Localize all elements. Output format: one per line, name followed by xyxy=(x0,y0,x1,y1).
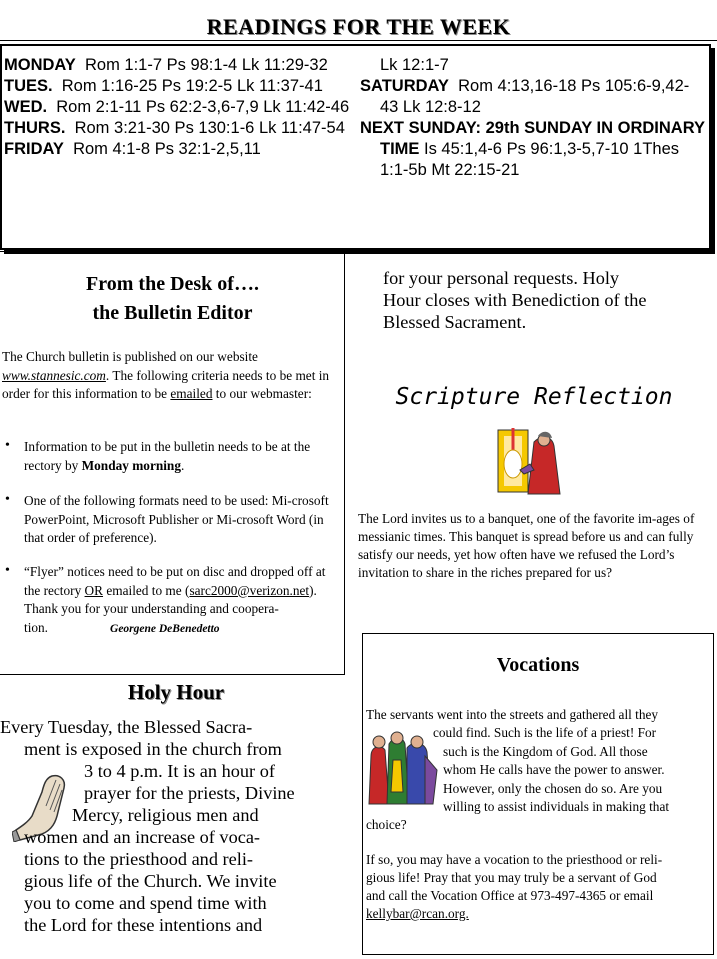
vocations-line: willing to assist individuals in making that xyxy=(443,799,670,814)
vocations-line: However, only the chosen do so. Are you xyxy=(443,781,663,796)
editor-bullet-formats: • One of the following formats need to be used: Mi-crosoft PowerPoint, Microsoft Publisher or Mi-crosoft Word (in that order of preference). xyxy=(5,492,329,545)
holy-hour-continued-line: for your personal requests. Holy xyxy=(383,268,620,288)
holy-hour-line: ment is exposed in the church from xyxy=(24,739,282,759)
readings-left-column xyxy=(4,55,356,160)
editor-bullet-flyer: • “Flyer” notices need to be put on disc and dropped off at the rectory OR emailed to me (sarc2000@verizon.net). Thank you for your understanding and coopera- tion. Georgene DeBenedetto xyxy=(24,563,340,638)
holy-hour-line: Every Tuesday, the Blessed Sacra- xyxy=(0,717,253,737)
editor-thanks: Thank you for your understanding and coopera- tion. Georgene DeBenedetto xyxy=(24,601,279,635)
reading-tuesday: TUES. Rom 1:16-25 Ps 19:2-5 Lk 11:37-41 xyxy=(4,77,323,95)
holy-hour-line: the Lord for these intentions and xyxy=(24,915,263,935)
holy-hour-line: gious life of the Church. We invite xyxy=(24,871,277,891)
vocations-line: such is the Kingdom of God. All those xyxy=(443,744,648,759)
vocations-line: The servants went into the streets and gathered all they xyxy=(366,707,659,722)
page-title: READINGS FOR THE WEEK xyxy=(206,14,511,39)
website-link[interactable]: www.stannesic.com xyxy=(2,367,106,383)
vocations-email-link[interactable]: kellybar@rcan.org. xyxy=(366,906,469,921)
vocations-line: whom He calls have the power to answer. xyxy=(443,762,665,777)
vocations-line: and call the Vocation Office at 973-497-4365 or email xyxy=(366,888,654,903)
editor-bullet-deadline: • Information to be put in the bulletin needs to be at the rectory by Monday morning. xyxy=(5,438,311,473)
editor-intro: The Church bulletin is published on our website www.stannesic.com. The following criteria needs to be met in order for this information to be emailed to our webmaster: xyxy=(2,349,330,401)
bulletin-editor-box xyxy=(0,251,345,675)
reading-thursday: THURS. Rom 3:21-30 Ps 130:1-6 Lk 11:47-54 xyxy=(4,119,345,137)
scripture-illustration-icon xyxy=(494,424,566,498)
vocations-box xyxy=(362,633,714,955)
editor-title: From the Desk of…. the Bulletin Editor xyxy=(86,273,259,324)
vocations-line: gious life! Pray that you may truly be a servant of God xyxy=(366,870,657,885)
reading-friday-continued: Lk 12:1-7 xyxy=(380,56,449,74)
bullet-dot-icon: • xyxy=(5,492,10,507)
reading-wednesday: WED. Rom 2:1-11 Ps 62:2-3,6-7,9 Lk 11:42-46 xyxy=(4,98,350,116)
readings-box xyxy=(0,44,711,250)
editor-signature: Georgene DeBenedetto xyxy=(110,622,220,635)
reading-friday: FRIDAY Rom 4:1-8 Ps 32:1-2,5,11 xyxy=(4,140,261,158)
reading-saturday: SATURDAY Rom 4:13,16-18 Ps 105:6-9,42-43 Lk 12:8-12 xyxy=(360,77,690,116)
vocations-line: If so, you may have a vocation to the priesthood or reli- xyxy=(366,852,663,867)
vocations-line: could find. Such is the life of a priest! For xyxy=(433,725,657,740)
editor-email-link[interactable]: sarc2000@verizon.net xyxy=(189,582,310,598)
holy-hour-title: Holy Hour xyxy=(127,680,225,704)
holy-hour-line: prayer for the priests, Divine xyxy=(84,783,295,803)
reading-monday: MONDAY Rom 1:1-7 Ps 98:1-4 Lk 11:29-32 xyxy=(4,56,328,74)
bullet-dot-icon: • xyxy=(5,438,10,453)
reading-next-sunday: NEXT SUNDAY: 29th SUNDAY IN ORDINARY TIME Is 45:1,4-6 Ps 96:1,3-5,7-10 1Thes 1:1-5b Mt 22:15-21 xyxy=(360,119,705,179)
holy-hour-line: Mercy, religious men and xyxy=(72,805,259,825)
scripture-reflection-title: Scripture Reflection xyxy=(395,384,673,410)
disciples-illustration-icon xyxy=(367,726,441,806)
vocations-line: choice? xyxy=(366,817,407,832)
holy-hour-line: tions to the priesthood and reli- xyxy=(24,849,253,869)
vocations-title: Vocations xyxy=(496,654,580,676)
holy-hour-line: 3 to 4 p.m. It is an hour of xyxy=(84,761,275,781)
title-divider xyxy=(0,40,717,41)
readings-right-column xyxy=(360,55,705,181)
holy-hour-line: you to come and spend time with xyxy=(24,893,267,913)
holy-hour-continued-line: Blessed Sacrament. xyxy=(383,312,527,332)
holy-hour-continued-line: Hour closes with Benediction of the xyxy=(383,290,647,310)
bullet-dot-icon: • xyxy=(5,563,10,578)
holy-hour-line: women and an increase of voca- xyxy=(24,827,261,847)
scripture-reflection-text: The Lord invites us to a banquet, one of the favorite im-ages of messianic times. This banquet is spread before us and can fully satisfy our needs, yet how often have we refused the Lord’s invitation to share in the riches prepared for us? xyxy=(358,511,695,580)
